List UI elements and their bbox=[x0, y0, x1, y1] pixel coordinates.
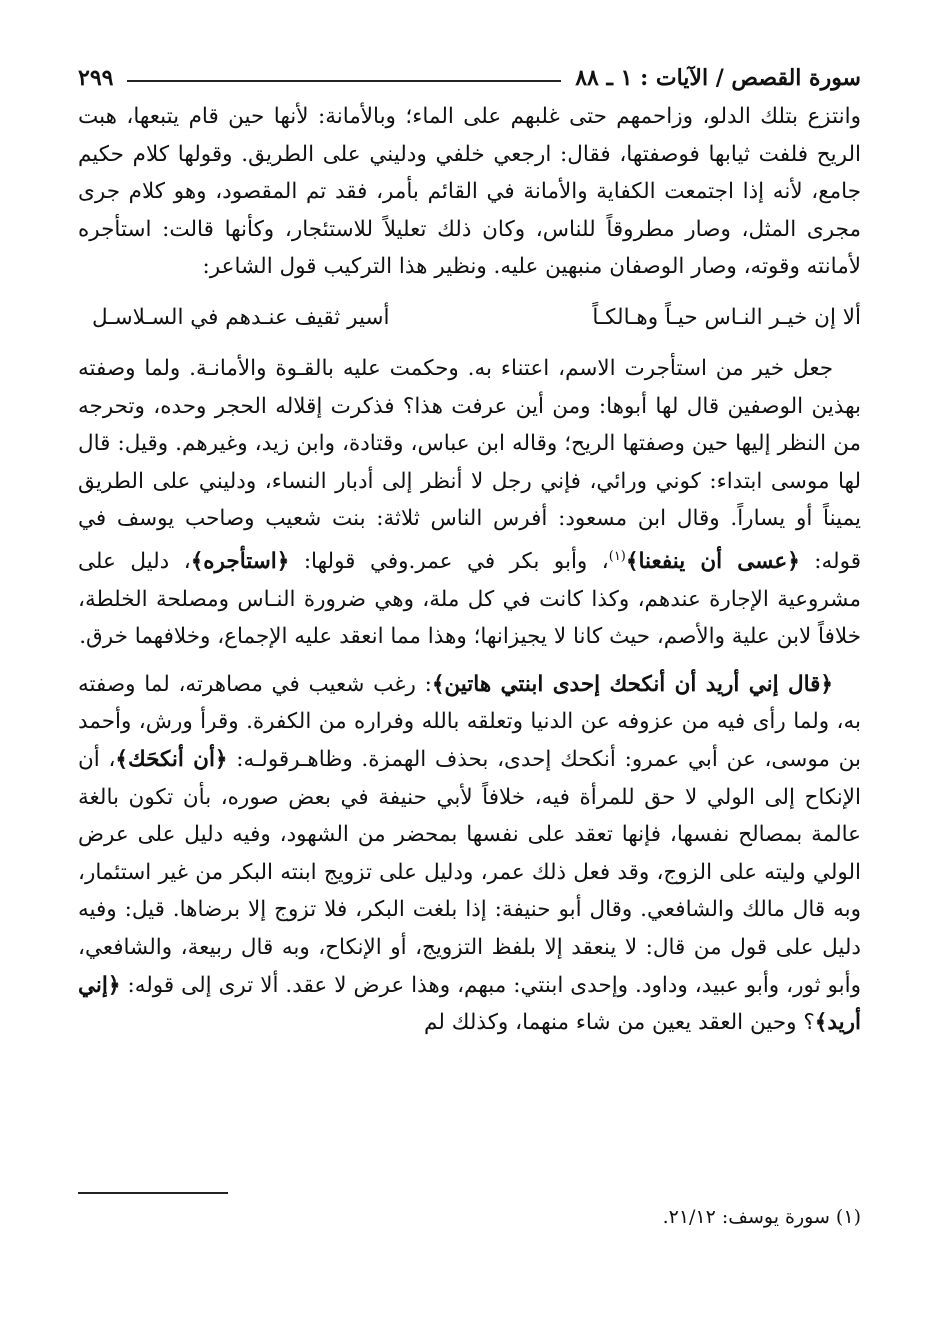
quran-quote: ﴿استأجره﴾ bbox=[190, 549, 290, 575]
paragraph-3-text-a: : رغب شعيب في مصاهرته، لما وصفته به، ولما رأى فيه من عزوفه عن الدنيا وتعلقه بالله وفراره من الكفرة. وقرأ ورش، وأحمد بن موسى، عن أبي عمرو: أنكحك إحدى، بحذف الهمزة. وظاهـرقولـه: bbox=[78, 671, 861, 773]
footnote-separator bbox=[78, 1192, 228, 1194]
page-number: ٢٩٩ bbox=[78, 65, 114, 91]
verse-second-hemistich: أسير ثقيف عنـدهم في السـلاسـل bbox=[92, 304, 390, 330]
quran-quote: ﴿أن أنكحَك﴾ bbox=[115, 747, 228, 773]
quran-quote: ﴿عسى أن ينفعنا﴾ bbox=[625, 549, 800, 575]
quran-quote: ﴿إني أريد﴾ bbox=[78, 972, 861, 1036]
paragraph-1: وانتزع بتلك الدلو، وزاحمهم حتى غلبهم على الماء؛ وبالأمانة: لأنها حين قام يتبعها، هبت الريح فلفت ثيابها فوصفتها، فقال: ارجعي خلفي ودليني على الطريق. وقولها كلام حكيم جامع، لأنه إذا اجتمعت الكفاية والأمانة في القائم بأمر، فقد تم المقصود، وهو كلام جرى مجرى المثل، وصار مطروقاً للناس، وكان ذلك تعليلاً للاستئجار، وكأنها قالت: استأجره لأمانته وقوته، وصار الوصفان منبهين عليه. ونظير هذا التركيب قول الشاعر: bbox=[78, 104, 861, 280]
header-rule bbox=[127, 80, 561, 82]
paragraph-3 bbox=[78, 666, 861, 1042]
paragraph-2 bbox=[78, 350, 861, 656]
poetry-verse bbox=[78, 298, 861, 338]
paragraph-2-text-c: ، دليل على مشروعية الإجارة عندهم، وكذا كانت في كل ملة، وهي ضرورة النـاس ومصلحة الخلطة، خلافاً لابن علية والأصم، حيث كانا لا يجيزانها؛ وهذا مما انعقد عليه الإجماع، وخلافهما خرق. bbox=[78, 549, 861, 650]
verse-first-hemistich: ألا إن خيـر النـاس حيـاً وهـالكـاً bbox=[592, 304, 861, 330]
page-header bbox=[78, 58, 861, 98]
paragraph-2-text-a: جعل خير من استأجرت الاسم، اعتناء به. وحكمت عليه بالقـوة والأمانـة. ولما وصفته بهذين الوصفين قال لها أبوها: ومن أين عرفت هذا؟ فذكرت إقلاله الحجر وحده، وتحرجه من النظر إليها حين وصفتها الريح؛ وقاله ابن عباس، وقتادة، وابن زيد، وغيرهم. وقيل: قال لها موسى ابتداء: كوني ورائي، فإني رجل لا أنظر إلى أدبار النساء، ودليني على الطريق يميناً أو يساراً. وقال ابن مسعود: أفرس الناس ثلاثة: بنت شعيب وصاحب يوسف في قوله: bbox=[78, 355, 861, 575]
paragraph-2-text-b: ، وأبو بكر في عمر.وفي قولها: bbox=[289, 549, 609, 575]
footnote: (١) سورة يوسف: ٢١/١٢. bbox=[662, 1206, 861, 1228]
running-title: سورة القصص / الآيات : ١ ـ ٨٨ bbox=[575, 65, 861, 91]
footnote-reference[interactable]: (١) bbox=[608, 548, 626, 564]
quran-quote: ﴿قال إني أريد أن أنكحك إحدى ابنتي هاتين﴾ bbox=[431, 671, 834, 697]
paragraph-3-text-b: ، أن الإنكاح إلى الولي لا حق للمرأة فيه، خلافاً لأبي حنيفة في بعض صوره، بأن تكون بالغة عالمة بمصالح نفسها، فإنها تعقد على نفسها بمحضر من الشهود، وفيه دليل على عرض الولي وليته على الزوج، وقد فعل ذلك عمر، ودليل على تزويج ابنته البكر من غير استئمار، وبه قال مالك والشافعي. وقال أبو حنيفة: إذا بلغت البكر، فلا تزوج إلا برضاها. قيل: وفيه دليل على قول من قال: لا ينعقد إلا بلفظ التزويج، أو الإنكاح، وبه قال ربيعة، والشافعي، وأبو ثور، وأبو عبيد، وداود. وإحدى ابنتي: مبهم، وهذا عرض لا عقد. ألا ترى إلى قوله: bbox=[78, 747, 861, 998]
paragraph-3-text-c: ؟ وحين العقد يعين من شاء منهما، وكذلك لم bbox=[424, 1010, 815, 1036]
